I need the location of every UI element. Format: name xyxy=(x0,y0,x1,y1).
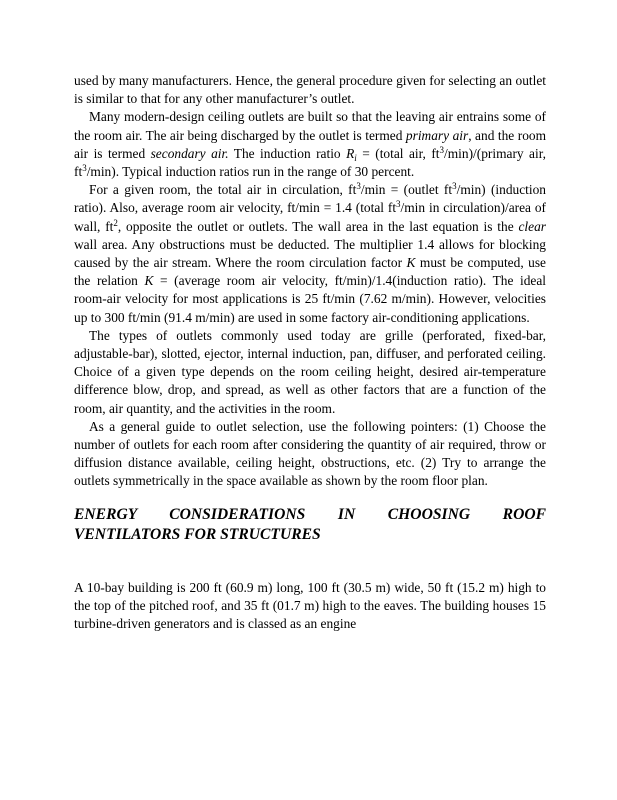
paragraph-outlet-types: The types of outlets commonly used today are grille (perforated, fixed-bar, adjustable-bar), slotted, ejector, internal induction, pan, diffuser, and perforated ceiling. Choice of a given type depends on the room ceiling height, desired air-temperature difference blow, drop, and spread, as well as other factors that are a function of the room, air quantity, and the activities in the room. xyxy=(74,327,546,416)
paragraph-continuation: used by many manufacturers. Hence, the general procedure given for selecting an outlet is similar to that for any other manufacturer’s outlet. xyxy=(74,73,546,107)
paragraph-room-velocity: For a given room, the total air in circulation, $ft^3/\min$ = (outlet $ft^3/\min$) (induction ratio). Also, average room air velocity, ft/min = 1.4 (total $ft^3/\min$ in circulation)/area of wall, $ft^2$, opposite the outlet or outlets. The wall area in the last equation is the clear wall area. Any obstructions must be deducted. The multiplier 1.4 allows for blocking caused by the air stream. Where the room circulation factor K must be computed, use the relation K = (average room air velocity, ft/min)/1.4(induction ratio). The ideal room-air velocity for most applications is 25 ft/min (7.62 m/min). However, velocities up to 300 ft/min (91.4 m/min) are used in some factory air-conditioning applications. xyxy=(74,181,547,325)
section-heading xyxy=(74,505,546,545)
paragraph-induction-ratio: Many modern-design ceiling outlets are built so that the leaving air entrains some of the room air. The air being discharged by the outlet is termed primary air, and the room air is termed secondary air. The induction ratio $R_i$ = (total air, $ft^3/\min)/(primary$ air, $ft^3/\min$). Typical induction ratios run in the range of 30 percent. xyxy=(74,109,547,180)
paragraph-building-example: A 10-bay building is 200 ft (60.9 m) long, 100 ft (30.5 m) wide, 50 ft (15.2 m) high to the top of the pitched roof, and 35 ft (01.7 m) high to the eaves. The building houses 15 turbine-driven generators and is classed as an engine xyxy=(74,579,546,632)
section-heading-line2: VENTILATORS FOR STRUCTURES xyxy=(74,525,321,543)
section-heading-line1: ENERGY CONSIDERATIONS IN CHOOSING ROOF xyxy=(74,505,546,523)
paragraph-selection-guide: As a general guide to outlet selection, use the following pointers: (1) Choose the number of outlets for each room after considering the quantity of air required, throw or diffusion distance available, ceiling height, obstructions, etc. (2) Try to arrange the outlets symmetrically in the space available as shown by the room floor plan. xyxy=(74,418,546,489)
document-page xyxy=(74,72,546,633)
